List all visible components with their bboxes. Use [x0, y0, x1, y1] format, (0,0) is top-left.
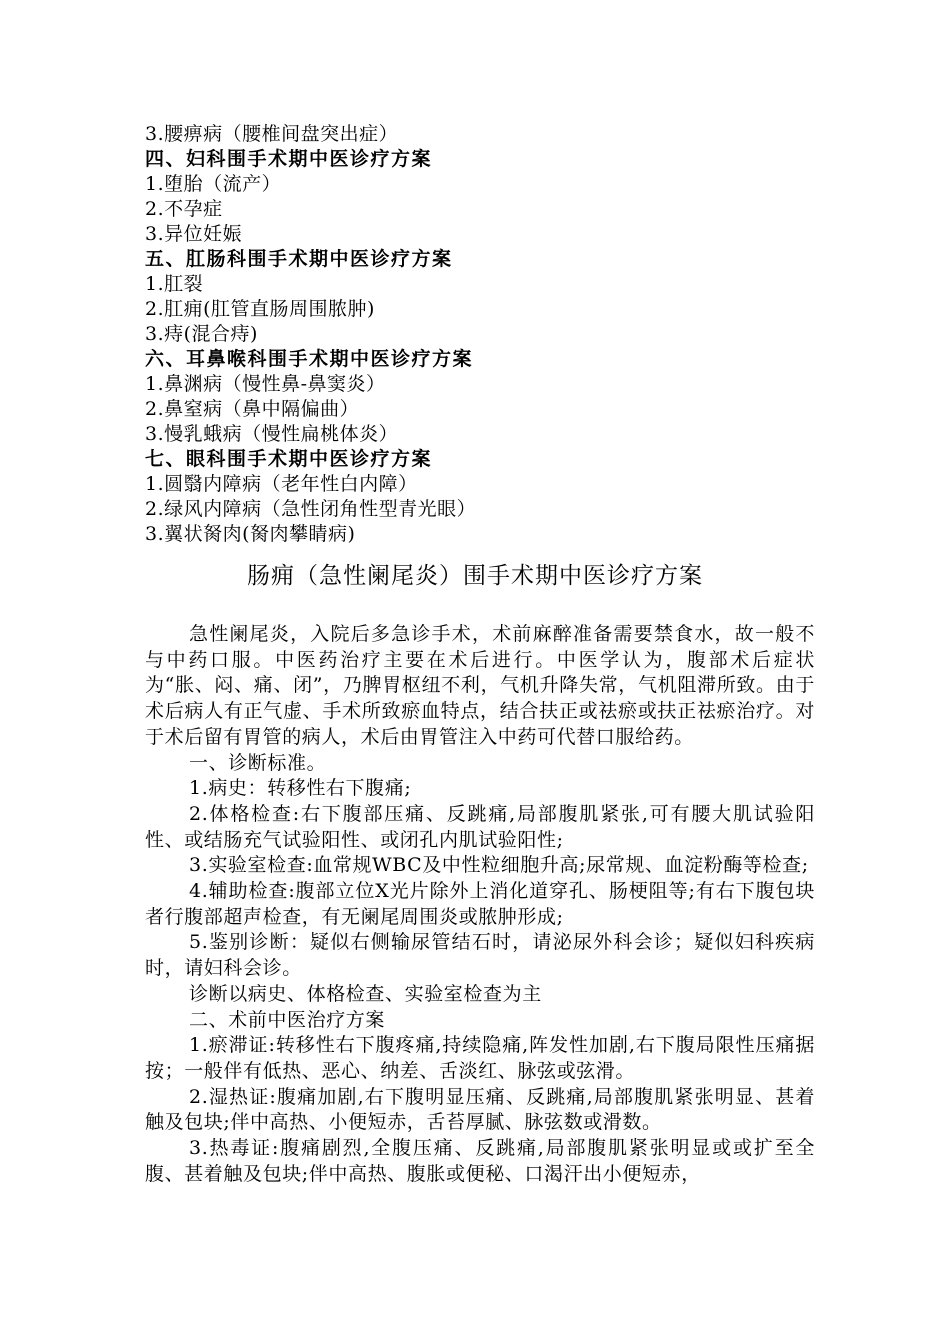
outline-item: 3.翼状胬肉(胬肉攀睛病) — [145, 523, 356, 545]
outline-item: 1.圆翳内障病（老年性白内障） — [145, 473, 418, 495]
body-paragraph: 4.辅助检查:腹部立位X光片除外上消化道穿孔、肠梗阻等;有右下腹包块者行腹部超声检查，有无阑尾周围炎或脓肿形成; — [145, 880, 815, 928]
outline-item: 3.腰痹病（腰椎间盘突出症） — [145, 123, 399, 145]
body-paragraph: 2.体格检查:右下腹部压痛、反跳痛,局部腹肌紧张,可有腰大肌试验阳性、或结肠充气试验阳性、或闭孔内肌试验阳性; — [145, 802, 815, 851]
outline-item: 3.痔(混合痔) — [145, 323, 258, 345]
body-paragraph: 诊断以病史、体格检查、实验室检查为主 — [189, 982, 542, 1005]
body-paragraph: 3.实验室检查:血常规WBC及中性粒细胞升高;尿常规、血淀粉酶等检查; — [189, 854, 809, 877]
body-paragraph: 5.鉴别诊断：疑似右侧输尿管结石时，请泌尿外科会诊；疑似妇科疾病时，请妇科会诊。 — [145, 931, 815, 980]
body-paragraph: 1.病史：转移性右下腹痛; — [189, 777, 412, 800]
outline-item: 2.绿风内障病（急性闭角性型青光眼） — [145, 498, 477, 520]
outline-item: 2.不孕症 — [145, 198, 223, 220]
outline-item: 1.肛裂 — [145, 273, 204, 295]
outline-heading: 七、眼科围手术期中医诊疗方案 — [145, 448, 433, 470]
body-paragraph: 3.热毒证:腹痛剧烈,全腹压痛、反跳痛,局部腹肌紧张明显或或扩至全腹、甚着触及包块;伴中高热、腹胀或便秘、口渴汗出小便短赤， — [145, 1137, 815, 1185]
outline-item: 2.肛痈(肛管直肠周围脓肿) — [145, 298, 375, 320]
outline-item: 1.堕胎（流产） — [145, 173, 282, 195]
outline-list — [145, 122, 825, 547]
section-title: 肠痈（急性阑尾炎）围手术期中医诊疗方案 — [247, 563, 703, 589]
outline-heading: 五、肛肠科围手术期中医诊疗方案 — [145, 248, 453, 270]
outline-heading: 四、妇科围手术期中医诊疗方案 — [145, 148, 433, 170]
outline-item: 3.异位妊娠 — [145, 223, 243, 245]
body-paragraph: 1.瘀滞证:转移性右下腹疼痛,持续隐痛,阵发性加剧,右下腹局限性压痛据按；一般伴有低热、恶心、纳差、舌淡红、脉弦或弦滑。 — [145, 1034, 815, 1082]
body-paragraph: 一、诊断标准。 — [189, 751, 327, 774]
body-paragraph: 2.湿热证:腹痛加剧,右下腹明显压痛、反跳痛,局部腹肌紧张明显、甚着触及包块;伴中高热、小便短赤，舌苔厚腻、脉弦数或滑数。 — [145, 1085, 815, 1134]
outline-item: 3.慢乳蛾病（慢性扁桃体炎） — [145, 423, 399, 445]
outline-heading: 六、耳鼻喉科围手术期中医诊疗方案 — [145, 348, 474, 370]
body-paragraph: 急性阑尾炎，入院后多急诊手术，术前麻醉准备需要禁食水，故一般不与中药口服。中医药治疗主要在术后进行。中医学认为，腹部术后症状为“胀、闷、痛、闭”，乃脾胃枢纽不利，气机升降失常，气机阻滞所致。由于术后病人有正气虚、手术所致瘀血特点，结合扶正或祛瘀或扶正祛瘀治疗。对于术后留有胃管的病人，术后由胃管注入中药可代替口服给药。 — [145, 623, 815, 748]
outline-item: 1.鼻渊病（慢性鼻-鼻窦炎） — [145, 373, 386, 395]
outline-item: 2.鼻窒病（鼻中隔偏曲） — [145, 398, 360, 420]
section-body — [145, 622, 815, 1187]
body-paragraph: 二、术前中医治疗方案 — [189, 1008, 386, 1031]
